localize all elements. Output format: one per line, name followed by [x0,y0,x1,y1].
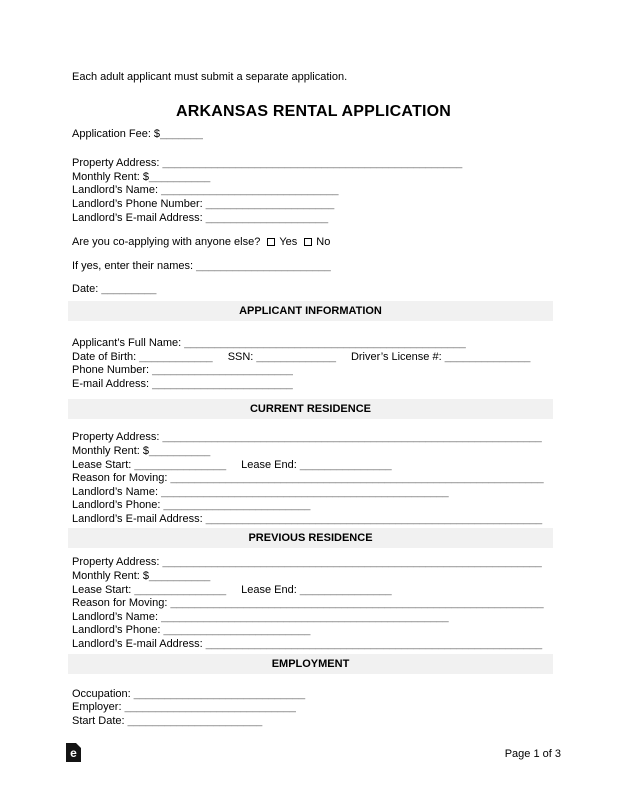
previous-lease-end-line[interactable]: _______________ [299,583,392,596]
eforms-logo [66,743,81,762]
intro-landlord-email-line[interactable]: ____________________ [205,211,329,224]
previous-residence-header: PREVIOUS RESIDENCE [68,528,553,548]
intro-monthly-rent-line[interactable]: __________ [149,170,211,183]
employer-line[interactable]: ____________________________ [124,701,296,714]
intro-landlord-name-row [72,184,555,198]
drivers-license-line[interactable]: ______________ [444,350,531,363]
intro-landlord-phone-line[interactable]: _____________________ [205,197,335,210]
previous-property-address-line[interactable]: ______________________________________________________________ [162,556,542,569]
current-landlord-phone-row [72,499,555,513]
employment-header: EMPLOYMENT [68,654,553,674]
current-lease-dates-row [72,459,555,473]
previous-lease-start-line[interactable]: _______________ [134,583,227,596]
page-number: Page 1 of 3 [504,748,561,760]
current-landlord-email-label: Landlord’s E-mail Address: [72,512,206,525]
current-landlord-email-row [72,513,555,527]
current-property-address-row [72,431,555,445]
co-applying-row [72,236,555,250]
drivers-license-label: Driver’s License #: [350,350,445,363]
applicant-phone-row [72,364,555,378]
previous-monthly-rent-row [72,570,555,584]
employer-label: Employer: [72,701,125,714]
current-lease-end-label: Lease End: [241,458,300,471]
previous-monthly-rent-line[interactable]: __________ [149,570,211,583]
previous-landlord-phone-label: Landlord’s Phone: [72,624,164,637]
current-monthly-rent-label: Monthly Rent: $ [72,444,150,457]
current-reason-moving-label: Reason for Moving: [72,472,171,485]
previous-landlord-email-row [72,638,555,652]
employment-start-date-label: Start Date: [72,714,128,727]
co-applying-no-checkbox[interactable] [304,238,312,246]
co-applying-no-label: No [316,236,331,249]
current-residence-header: CURRENT RESIDENCE [68,399,553,419]
intro-landlord-phone-row [72,198,555,212]
intro-landlord-name-label: Landlord’s Name: [72,184,162,197]
current-landlord-phone-line[interactable]: ________________________ [163,499,311,512]
previous-reason-moving-label: Reason for Moving: [72,597,171,610]
current-landlord-name-row [72,486,555,500]
current-reason-moving-line[interactable]: _____________________________________________________________ [170,472,544,485]
applicant-phone-label: Phone Number: [72,364,153,377]
applicant-email-line[interactable]: _______________________ [152,377,293,390]
applicant-email-label: E-mail Address: [72,377,153,390]
occupation-label: Occupation: [72,687,134,700]
current-lease-start-line[interactable]: _______________ [134,458,227,471]
intro-property-address-row [72,157,555,171]
previous-landlord-email-label: Landlord’s E-mail Address: [72,638,206,651]
current-property-address-label: Property Address: [72,431,163,444]
date-of-birth-label: Date of Birth: [72,350,140,363]
intro-landlord-name-line[interactable]: _____________________________ [161,184,339,197]
previous-property-address-row [72,556,555,570]
document-title: ARKANSAS RENTAL APPLICATION [175,102,452,120]
previous-monthly-rent-label: Monthly Rent: $ [72,570,150,583]
application-fee-label: Application Fee: $ [72,127,161,140]
co-applicant-names-line[interactable]: ______________________ [196,259,331,272]
current-landlord-email-line[interactable]: _______________________________________________________ [205,512,543,525]
previous-landlord-phone-row [72,624,555,638]
intro-landlord-email-label: Landlord’s E-mail Address: [72,211,206,224]
form-content [72,71,555,728]
previous-lease-end-label: Lease End: [241,583,300,596]
applicant-information-header: APPLICANT INFORMATION [68,301,553,321]
employment-start-date-line[interactable]: ______________________ [127,714,263,727]
date-row [72,283,555,297]
application-fee-line[interactable]: _______ [160,127,203,140]
current-reason-moving-row [72,472,555,486]
co-applicant-names-row [72,260,555,274]
applicant-email-row [72,378,555,392]
previous-landlord-email-line[interactable]: _______________________________________________________ [205,638,543,651]
applicant-dob-ssn-dl-row [72,351,555,365]
applicant-phone-line[interactable]: _______________________ [152,364,293,377]
previous-landlord-name-line[interactable]: _______________________________________________ [161,610,449,623]
co-applying-yes-checkbox[interactable] [267,238,275,246]
co-applicant-names-label: If yes, enter their names: [72,259,197,272]
intro-monthly-rent-row [72,171,555,185]
date-line[interactable]: _________ [101,283,157,296]
instruction-note: Each adult applicant must submit a separate application. [72,71,348,83]
previous-lease-dates-row [72,584,555,598]
previous-property-address-label: Property Address: [72,556,163,569]
previous-lease-start-label: Lease Start: [72,583,135,596]
date-label: Date: [72,283,102,296]
current-property-address-line[interactable]: ______________________________________________________________ [162,431,542,444]
previous-landlord-name-label: Landlord’s Name: [72,610,162,623]
current-monthly-rent-line[interactable]: __________ [149,444,211,457]
current-lease-end-line[interactable]: _______________ [299,458,392,471]
previous-landlord-name-row [72,611,555,625]
application-fee-row [72,128,555,142]
current-landlord-name-label: Landlord’s Name: [72,485,162,498]
previous-reason-moving-row [72,597,555,611]
applicant-full-name-label: Applicant’s Full Name: [72,336,185,349]
previous-landlord-phone-line[interactable]: ________________________ [163,624,311,637]
ssn-line[interactable]: _____________ [256,350,336,363]
intro-property-address-label: Property Address: [72,157,163,170]
current-lease-start-label: Lease Start: [72,458,135,471]
co-applying-question: Are you co-applying with anyone else? [72,236,261,249]
applicant-full-name-row [72,337,555,351]
previous-reason-moving-line[interactable]: _____________________________________________________________ [170,597,544,610]
intro-landlord-phone-label: Landlord’s Phone Number: [72,197,206,210]
employer-row [72,701,555,715]
intro-monthly-rent-label: Monthly Rent: $ [72,170,150,183]
date-of-birth-line[interactable]: ____________ [139,350,213,363]
ssn-label: SSN: [227,350,257,363]
employment-start-date-row [72,715,555,729]
occupation-line[interactable]: ____________________________ [133,687,306,700]
current-landlord-phone-label: Landlord’s Phone: [72,499,164,512]
logo-letter: e [70,746,77,760]
intro-property-address-line[interactable]: _________________________________________________ [162,157,463,170]
co-applying-yes-label: Yes [279,236,298,249]
occupation-row [72,688,555,702]
current-monthly-rent-row [72,445,555,459]
current-landlord-name-line[interactable]: _______________________________________________ [161,485,449,498]
applicant-full-name-line[interactable]: ______________________________________________ [184,336,466,349]
intro-landlord-email-row [72,212,555,226]
